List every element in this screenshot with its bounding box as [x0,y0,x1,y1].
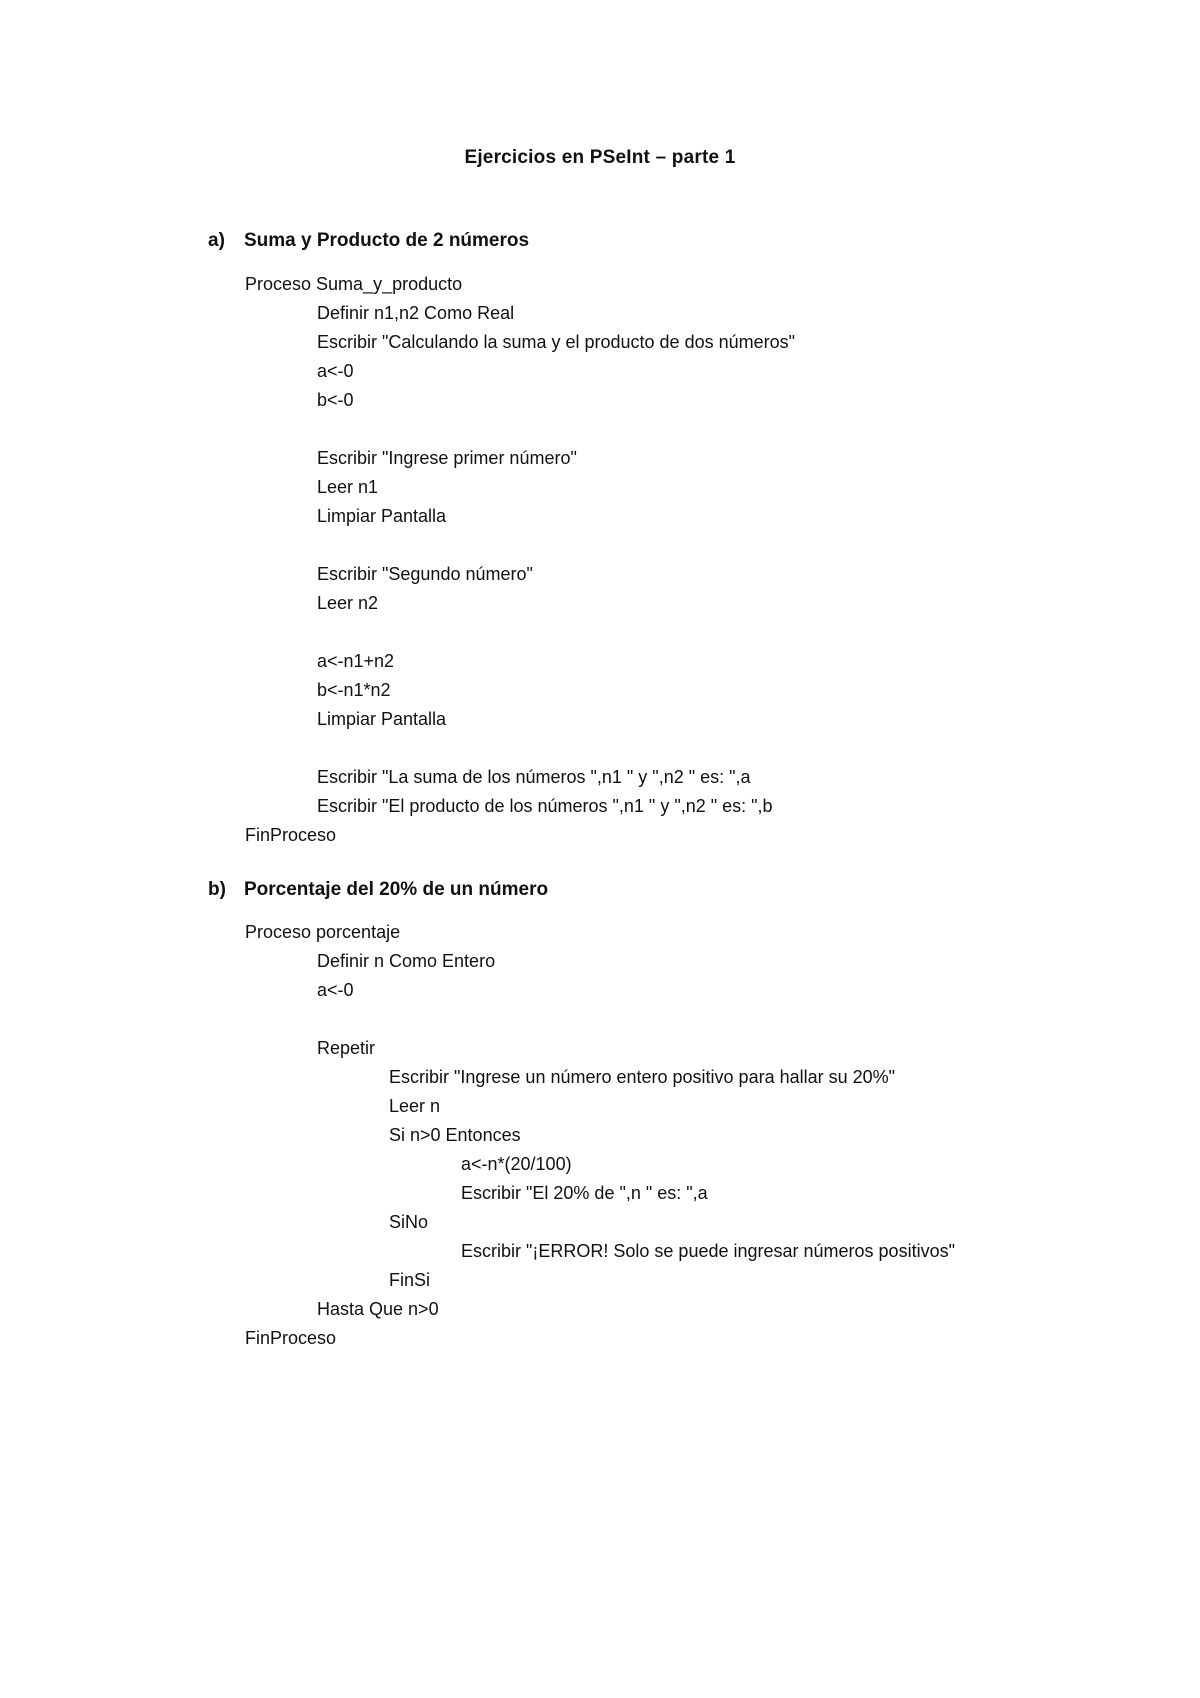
section-b-marker: b) [208,879,226,900]
code-line: b<-0 [317,390,354,410]
section-b-code [245,918,955,1353]
code-line: FinProceso [245,1328,337,1348]
code-line: Repetir [317,1038,376,1058]
code-line: Leer n1 [317,477,379,497]
document-title: Ejercicios en PSeInt – parte 1 [464,147,736,168]
section-a-heading [208,228,529,254]
code-line: Hasta Que n>0 [317,1299,439,1319]
code-line [245,415,795,444]
code-line: Escribir "Ingrese primer número" [317,448,577,468]
code-line: Escribir "Ingrese un número entero positivo para hallar su 20%" [389,1067,896,1087]
code-line: a<-n1+n2 [317,651,395,671]
code-line: a<-0 [317,361,354,381]
code-line: b<-n1*n2 [317,680,391,700]
code-line: Escribir "¡ERROR! Solo se puede ingresar números positivos" [461,1241,955,1261]
section-b-title: Porcentaje del 20% de un número [244,879,549,900]
section-b-heading [208,877,548,903]
code-line: a<-n*(20/100) [461,1154,572,1174]
code-line [245,531,795,560]
code-line: Escribir "Segundo número" [317,564,533,584]
code-line: Escribir "Calculando la suma y el producto de dos números" [317,332,796,352]
section-a-title: Suma y Producto de 2 números [244,230,530,251]
code-line: Escribir "El producto de los números ",n1 " y ",n2 " es: ",b [317,796,773,816]
section-a-marker: a) [208,230,225,251]
code-line: Escribir "El 20% de ",n " es: ",a [461,1183,708,1203]
code-line [245,618,795,647]
code-line: Limpiar Pantalla [317,506,447,526]
code-line: Leer n2 [317,593,379,613]
code-line: Definir n Como Entero [317,951,496,971]
code-line: Definir n1,n2 Como Real [317,303,515,323]
code-line: Si n>0 Entonces [389,1125,521,1145]
code-line: Escribir "La suma de los números ",n1 " y ",n2 " es: ",a [317,767,751,787]
code-line: FinProceso [245,825,337,845]
code-line: Leer n [389,1096,441,1116]
section-a-code [245,270,795,850]
code-line [245,734,795,763]
code-line [245,1005,955,1034]
code-line: a<-0 [317,980,354,1000]
code-line: Proceso Suma_y_producto [245,274,463,294]
code-line: Limpiar Pantalla [317,709,447,729]
code-line: FinSi [389,1270,431,1290]
code-line: Proceso porcentaje [245,922,401,942]
code-line: SiNo [389,1212,429,1232]
